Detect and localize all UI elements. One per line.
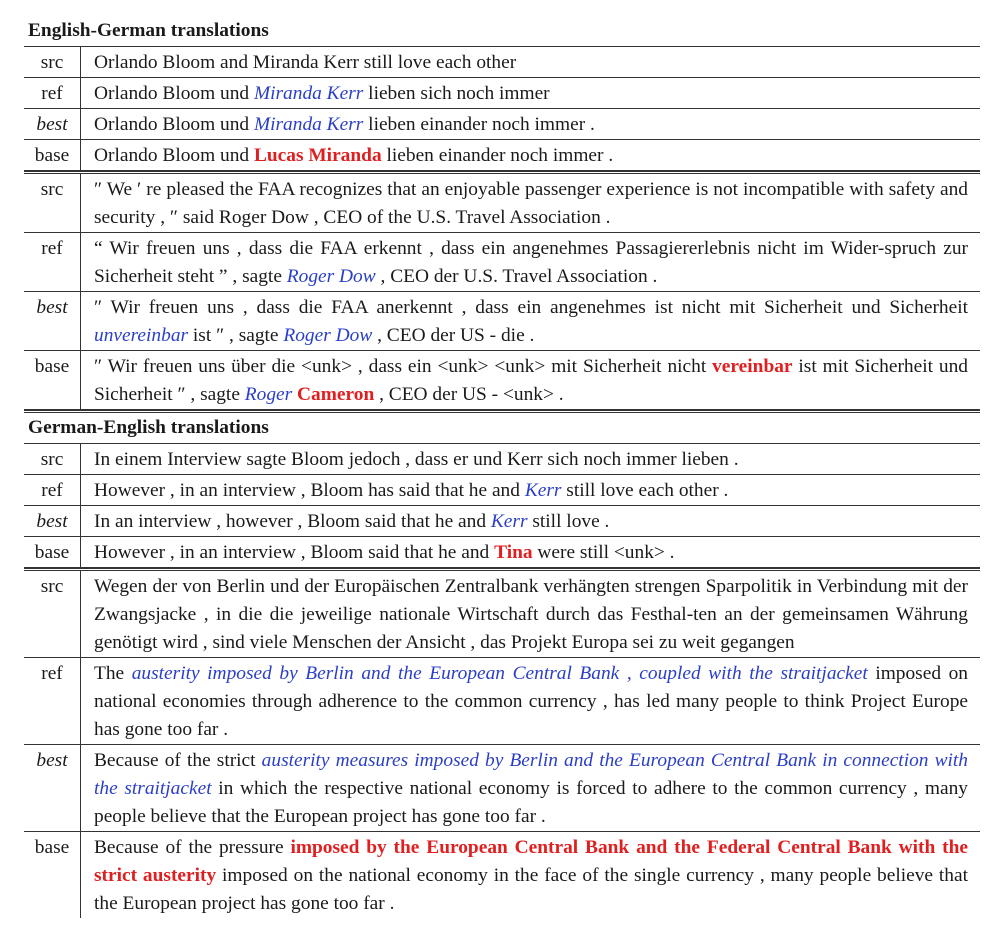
text-segment: lieben einander noch immer .: [363, 114, 595, 135]
text-segment: Because of the strict: [94, 750, 262, 771]
matched-phrase: Miranda Kerr: [253, 83, 364, 104]
row-label: src: [24, 174, 81, 232]
table-row: [24, 233, 980, 292]
row-label: ref: [24, 233, 81, 291]
row-label: base: [24, 140, 81, 170]
row-label: src: [24, 571, 81, 657]
matched-phrase: Roger Dow: [286, 266, 376, 287]
row-label: ref: [24, 658, 81, 744]
text-segment: ″ Wir freuen uns , dass die FAA anerkennt , dass ein angenehmes ist nicht mit Sicherheit und Sicherheit: [94, 297, 968, 318]
row-text: [81, 537, 980, 567]
matched-phrase: austerity measures imposed by Berlin and the European Central Bank in connection with the straitjacket: [94, 750, 968, 799]
table-row: [24, 506, 980, 537]
table-row: [24, 46, 980, 78]
text-segment: in which the respective national economy is forced to adhere to the common currency , many people believe that the European project has gone too far .: [94, 778, 968, 827]
text-segment: ist ″ , sagte: [188, 325, 284, 346]
matched-phrase: unvereinbar: [94, 325, 189, 346]
table-row: [24, 292, 980, 351]
section-title: German-English translations: [24, 410, 980, 443]
text-segment: ist mit Sicherheit und Sicherheit ″ , sagte: [94, 356, 968, 405]
row-text: [81, 444, 980, 474]
text-segment: imposed on national economies through adherence to the common currency , has led many people to think Project Europe has gone too far .: [94, 663, 968, 740]
text-segment: were still <unk> .: [532, 542, 675, 563]
row-text: [81, 233, 980, 291]
row-label: best: [24, 506, 81, 536]
matched-phrase: Roger Dow: [283, 325, 373, 346]
row-text: [81, 47, 980, 77]
text-segment: In einem Interview sagte Bloom jedoch , dass er und Kerr sich noch immer lieben .: [94, 449, 739, 470]
error-phrase: Cameron: [297, 384, 375, 405]
row-text: [81, 571, 980, 657]
text-segment: still love .: [527, 511, 610, 532]
matched-phrase: austerity imposed by Berlin and the European Central Bank , coupled with the straitjacket: [131, 663, 868, 684]
table-row: [24, 78, 980, 109]
matched-phrase: Kerr: [524, 480, 562, 501]
text-segment: The: [94, 663, 132, 684]
row-label: src: [24, 47, 81, 77]
text-segment: Orlando Bloom und: [94, 114, 254, 135]
row-text: [81, 140, 980, 170]
row-label: best: [24, 109, 81, 139]
table-row: [24, 537, 980, 568]
table-row: [24, 832, 980, 918]
row-text: [81, 109, 980, 139]
row-text: [81, 658, 980, 744]
row-text: [81, 78, 980, 108]
text-segment: , CEO der U.S. Travel Association .: [375, 266, 658, 287]
text-segment: ″ We ′ re pleased the FAA recognizes that an enjoyable passenger experience is not incompatible with safety and security , ″ said Roger Dow , CEO of the U.S. Travel Association .: [94, 179, 968, 228]
text-segment: Orlando Bloom und: [94, 145, 254, 166]
row-text: [81, 174, 980, 232]
table-row: [24, 140, 980, 171]
error-phrase: Tina: [494, 542, 533, 563]
row-text: [81, 745, 980, 831]
row-label: src: [24, 444, 81, 474]
matched-phrase: Miranda Kerr: [253, 114, 364, 135]
matched-phrase: Roger: [244, 384, 293, 405]
table-row: [24, 109, 980, 140]
text-segment: ″ Wir freuen uns über die <unk> , dass ein <unk> <unk> mit Sicherheit nicht: [94, 356, 713, 377]
text-segment: Orlando Bloom and Miranda Kerr still love each other: [94, 52, 517, 73]
table-row: [24, 745, 980, 832]
text-segment: Orlando Bloom und: [94, 83, 254, 104]
row-label: base: [24, 537, 81, 567]
row-label: base: [24, 351, 81, 409]
row-text: [81, 506, 980, 536]
text-segment: Because of the pressure: [94, 837, 291, 858]
text-segment: , CEO der US - <unk> .: [374, 384, 564, 405]
table-row: [24, 568, 980, 658]
table-row: [24, 171, 980, 233]
text-segment: , CEO der US - die .: [372, 325, 535, 346]
error-phrase: imposed by the European Central Bank and the Federal Central Bank with the strict austerity: [94, 837, 968, 886]
text-segment: still love each other .: [561, 480, 729, 501]
row-label: ref: [24, 475, 81, 505]
table-row: [24, 443, 980, 475]
row-label: ref: [24, 78, 81, 108]
row-text: [81, 832, 980, 918]
text-segment: However , in an interview , Bloom has said that he and: [94, 480, 525, 501]
row-text: [81, 292, 980, 350]
row-label: best: [24, 745, 81, 831]
text-segment: However , in an interview , Bloom said that he and: [94, 542, 495, 563]
row-label: best: [24, 292, 81, 350]
row-text: [81, 351, 980, 409]
error-phrase: Lucas Miranda: [253, 145, 382, 166]
row-label: base: [24, 832, 81, 918]
row-text: [81, 475, 980, 505]
table-row: [24, 351, 980, 410]
table-row: [24, 658, 980, 745]
table-row: [24, 475, 980, 506]
text-segment: Wegen der von Berlin und der Europäischen Zentralbank verhängten strengen Sparpolitik in Verbindung mit der Zwangsjacke , in die die jeweilige nationale Wirtschaft durch das Festhal-ten an der gemeinsamen Währung genötigt wird , sind viele Menschen der Ansicht , das Projekt Europa sei zu weit gegangen: [94, 576, 968, 653]
matched-phrase: Kerr: [490, 511, 528, 532]
text-segment: “ Wir freuen uns , dass die FAA erkennt , dass ein angenehmes Passagiererlebnis nicht im Wider-spruch zur Sicherheit steht ” , sagte: [94, 238, 968, 287]
error-phrase: vereinbar: [712, 356, 793, 377]
section-title: English-German translations: [28, 20, 269, 41]
text-segment: lieben sich noch immer: [363, 83, 550, 104]
text-segment: In an interview , however , Bloom said that he and: [94, 511, 491, 532]
text-segment: lieben einander noch immer .: [381, 145, 614, 166]
text-segment: imposed on the national economy in the face of the single currency , many people believe that the European project has gone too far .: [94, 865, 968, 914]
translation-table: [24, 16, 980, 918]
